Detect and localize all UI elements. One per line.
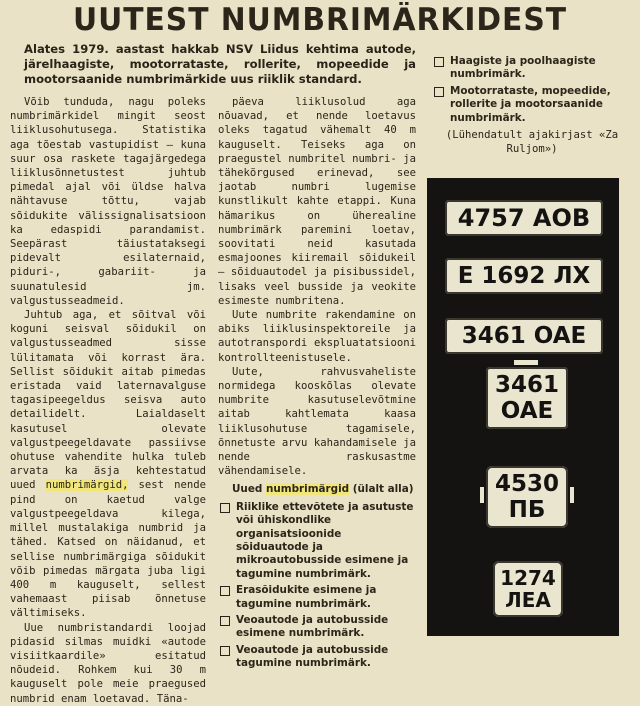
- source-note: (Lühendatult ajakirjast «Za Ruljom»): [445, 129, 619, 156]
- plate-list: [218, 501, 416, 671]
- caption: [218, 482, 416, 496]
- checkbox-icon: [220, 616, 230, 626]
- list-item-label: Veoautode ja autobusside tagumine numbrimärk.: [236, 643, 389, 670]
- plate-3: 3461 OAE: [443, 316, 605, 356]
- plate-list: [432, 55, 632, 125]
- list-item: [218, 644, 416, 671]
- checkbox-icon: [220, 646, 230, 656]
- list-item: [218, 584, 416, 611]
- checkbox-icon: [220, 586, 230, 596]
- list-item: [432, 55, 632, 82]
- paragraph: Võib tunduda, nagu poleks numbrimärkidel mingit seost liiklusohutusega. Statistika aga tõestab vastupidist — kuna suur osa raskete tagajärgedega liiklusõnnetustest juhtub pimedal ajal või üldse halva nähtavuse tõttu, vajab sõidukite välissignalisatsioon ka edaspidi parandamist. Seepärast täiustataksegi pidevalt esilaternaid, piduri-, gabariit- ja suunatulesid jm. valgustusseadmeid.: [10, 96, 206, 307]
- checkbox-icon: [220, 503, 230, 513]
- checkbox-icon: [434, 57, 444, 67]
- plate-2: E 1692 ЛХ: [443, 256, 605, 296]
- paragraph: [10, 308, 206, 620]
- list-item-label: Mootorrataste, mopeedide, rollerite ja mootorsaanide numbrimärk.: [450, 84, 611, 124]
- checkbox-icon: [434, 87, 444, 97]
- column-1: [10, 95, 206, 706]
- column-3: [432, 55, 632, 156]
- plate-6: [491, 559, 565, 619]
- highlighted-word: numbrimärgid,: [45, 479, 129, 492]
- paragraph: Uue numbristandardi loojad pidasid silmas muidki «autode visiitkaardile» esitatud nõudeid. Rohkem kui 30 m kauguselt pole meie praegused numbrid enam loetavad. Täna-: [10, 621, 206, 705]
- plate-1: 4757 AOB: [443, 198, 605, 238]
- paragraph-text: sest nende pind on kaetud valge valgustpeegeldava kilega, millel mustalakiga numbrid ja tähed. Katsed on näidanud, et sellise numbrimärgiga sõidukit võib pimedas märgata juba ligi 400 m kauguselt, sellest vahemaast piisab õnnetuse vältimiseks.: [10, 479, 206, 620]
- list-item: [432, 85, 632, 125]
- list-item-label: Erasõidukite esimene ja tagumine numbrimärk.: [236, 584, 377, 610]
- plate-4: [484, 365, 570, 431]
- plate-4-bottom: OAE: [500, 398, 554, 424]
- plate-5-bottom: ПБ: [508, 497, 546, 523]
- list-item-label: Riiklike ettevõtete ja asutuste või ühiskondlike organisatsioonide sõiduautode ja mikroautobusside esimene ja tagumine numbrimärk.: [236, 500, 414, 580]
- plate-6-bottom: ЛЕА: [505, 588, 551, 612]
- paragraph: päeva liiklusolud aga nõuavad, et nende loetavus oleks tagatud vähemalt 40 m kauguselt. Teiseks aga on praegustel numbritel numbri- ja tähekõrgused erinevad, see jaotab numbri lugemise kunstlikult kahte etappi. Kuna hämarikus on üherealine numbrimärk paremini loetav, soovitati neid kasutada esmajoones kiiremail sõidukeil — sõiduautodel ja pisibussidel, lisaks veel busside ja veokite esimeste numbritena.: [218, 96, 416, 307]
- plate-5: [484, 464, 570, 530]
- highlighted-word: numbrimärgid: [265, 483, 350, 496]
- caption-lead: Uued: [232, 483, 263, 496]
- paragraph: Uute, rahvusvaheliste normidega kooskõlas olevate numbrite kasutuselevõtmine aitab kahtlemata kaasa liiklusohutuse tagamisele, õnnetuste arvu kahandamisele ja nende raskusastme vähendamisele.: [218, 365, 416, 478]
- plate-5-top: 4530: [494, 471, 559, 497]
- caption-tail: (ülalt alla): [352, 483, 414, 496]
- list-item: [218, 614, 416, 641]
- list-item: [218, 501, 416, 581]
- paragraph: Uute numbrite rakendamine on abiks liiklusinspektoreile ja autotranspordi ekspluatatsiooni kontrollteenistusele.: [218, 309, 416, 364]
- list-item-label: Haagiste ja poolhaagiste numbrimärk.: [450, 55, 596, 81]
- article-lead: Alates 1979. aastast hakkab NSV Liidus kehtima autode, järelhaagiste, mootorrataste, rollerite, mopeedide ja mootorsaanide numbrimärkide uus riiklik standard.: [24, 42, 416, 87]
- plate-6-top: 1274: [500, 566, 556, 590]
- list-item-label: Veoautode ja autobusside esimene numbrimärk.: [236, 613, 389, 640]
- plates-photo: [427, 178, 619, 636]
- article-title: UUTEST NUMBRIMÄRKIDEST: [72, 2, 568, 38]
- column-2: [218, 95, 416, 674]
- paragraph-text: Juhtub aga, et sõitval või koguni seisval sõidukil on valgustusseadmed sisse lülitamata või korrast ära. Sellist sõidukit aitab pimedas eristada vaid laternavalguse tagasipeegeldus seisva auto detailidelt. Laialdaselt kasutusel olevate valgustpeegeldavate passiivse ohutuse vahendite hulka tuleb arvata ka äsja kehtestatud uued: [10, 309, 206, 492]
- plate-4-top: 3461: [494, 372, 559, 398]
